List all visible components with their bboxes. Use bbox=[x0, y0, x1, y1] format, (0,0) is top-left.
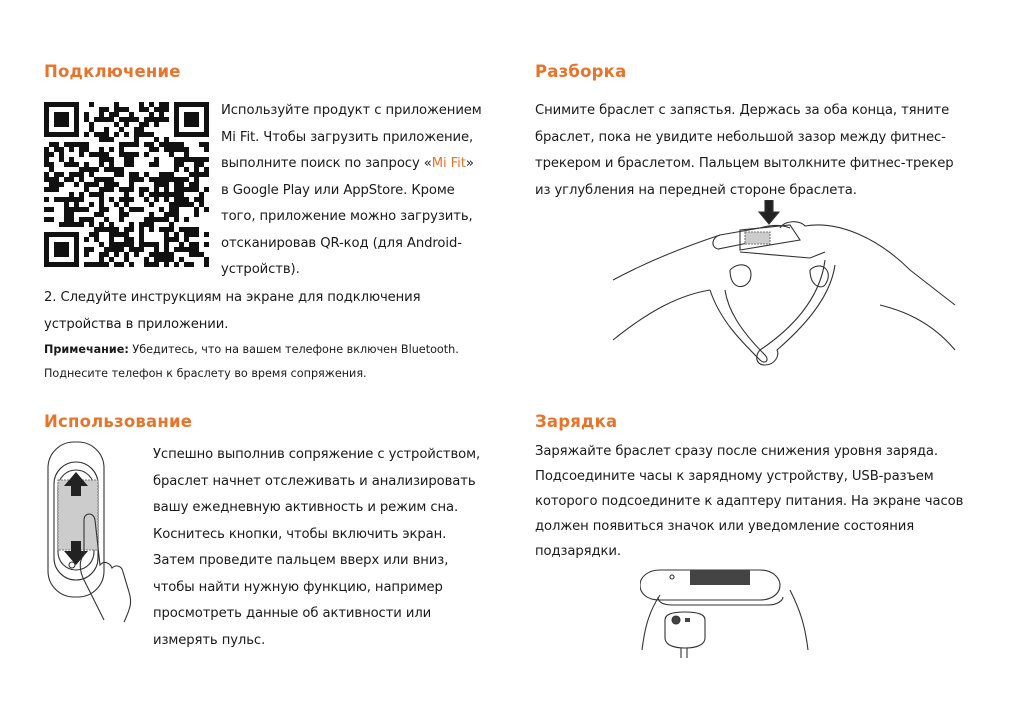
text-line: браслет начнет отслеживать и анализировать bbox=[153, 473, 476, 489]
text-line: чтобы найти нужную функцию, например bbox=[153, 579, 443, 595]
text-line: которого подсоедините к адаптеру питания. На экране часов bbox=[535, 494, 964, 509]
text-line: Заряжайте браслет сразу после снижения уровня заряда. bbox=[535, 444, 939, 459]
text-line: Коснитесь кнопки, чтобы включить экран. bbox=[153, 526, 447, 542]
connect-text bbox=[221, 98, 482, 284]
text-line: измерять пульс. bbox=[153, 632, 266, 648]
text-line: Mi Fit. Чтобы загрузить приложение, bbox=[221, 129, 474, 145]
text-line: того, приложение можно загрузить, bbox=[221, 209, 473, 224]
hands-removing-tracker-illustration bbox=[610, 200, 970, 375]
text-line: вашу ежедневную активность и режим сна. bbox=[153, 500, 459, 515]
section-title-usage: Использование bbox=[44, 412, 193, 431]
text-fragment: выполните поиск по запросу « bbox=[221, 156, 432, 171]
text-line: Снимите браслет с запястья. Держась за оба конца, тяните bbox=[535, 103, 950, 118]
charging-text bbox=[535, 439, 963, 564]
note-text: Поднесите телефон к браслету во время сопряжения. bbox=[44, 367, 367, 380]
text-fragment: » bbox=[465, 156, 474, 171]
text-line: просмотреть данные об активности или bbox=[153, 606, 432, 621]
text-line: Подсоедините часы к зарядному устройству, USB-разъем bbox=[535, 469, 934, 484]
qr-code-icon bbox=[44, 102, 209, 267]
text-line: отсканировав QR-код (для Android- bbox=[221, 235, 462, 251]
text-line bbox=[221, 151, 482, 178]
connect-note bbox=[44, 338, 459, 386]
note-label: Примечание: bbox=[44, 343, 129, 356]
text-line: устройств). bbox=[221, 262, 300, 277]
text-line: 2. Следуйте инструкциям на экране для подключения bbox=[44, 290, 421, 305]
text-line: в Google Play или AppStore. Кроме bbox=[221, 182, 455, 198]
connect-step2 bbox=[44, 285, 420, 338]
disassembly-text bbox=[535, 98, 953, 204]
text-line: Используйте продукт с приложением bbox=[221, 103, 482, 118]
text-line: устройства в приложении. bbox=[44, 316, 229, 332]
usage-text bbox=[153, 442, 480, 654]
text-line: Затем проведите пальцем вверх или вниз, bbox=[153, 553, 449, 568]
text-line: должен появиться значок или уведомление состояния bbox=[535, 519, 915, 534]
note-text: Убедитесь, что на вашем телефоне включен Bluetooth. bbox=[132, 343, 459, 356]
text-line: браслет, пока не увидите небольшой зазор между фитнес- bbox=[535, 129, 946, 145]
app-name: Mi Fit bbox=[431, 156, 466, 171]
text-line: подзарядки. bbox=[535, 544, 621, 559]
section-title-connect: Подключение bbox=[44, 62, 181, 81]
band-swipe-illustration bbox=[44, 440, 154, 630]
text-line: трекером и браслетом. Пальцем вытолкните фитнес-трекер bbox=[535, 156, 954, 171]
section-title-charging: Зарядка bbox=[535, 412, 618, 431]
section-title-disassembly: Разборка bbox=[535, 62, 627, 81]
text-line: Успешно выполнив сопряжение с устройством, bbox=[153, 447, 481, 462]
text-line: из углубления на передней стороне браслета. bbox=[535, 182, 857, 198]
band-charger-illustration bbox=[640, 565, 815, 660]
